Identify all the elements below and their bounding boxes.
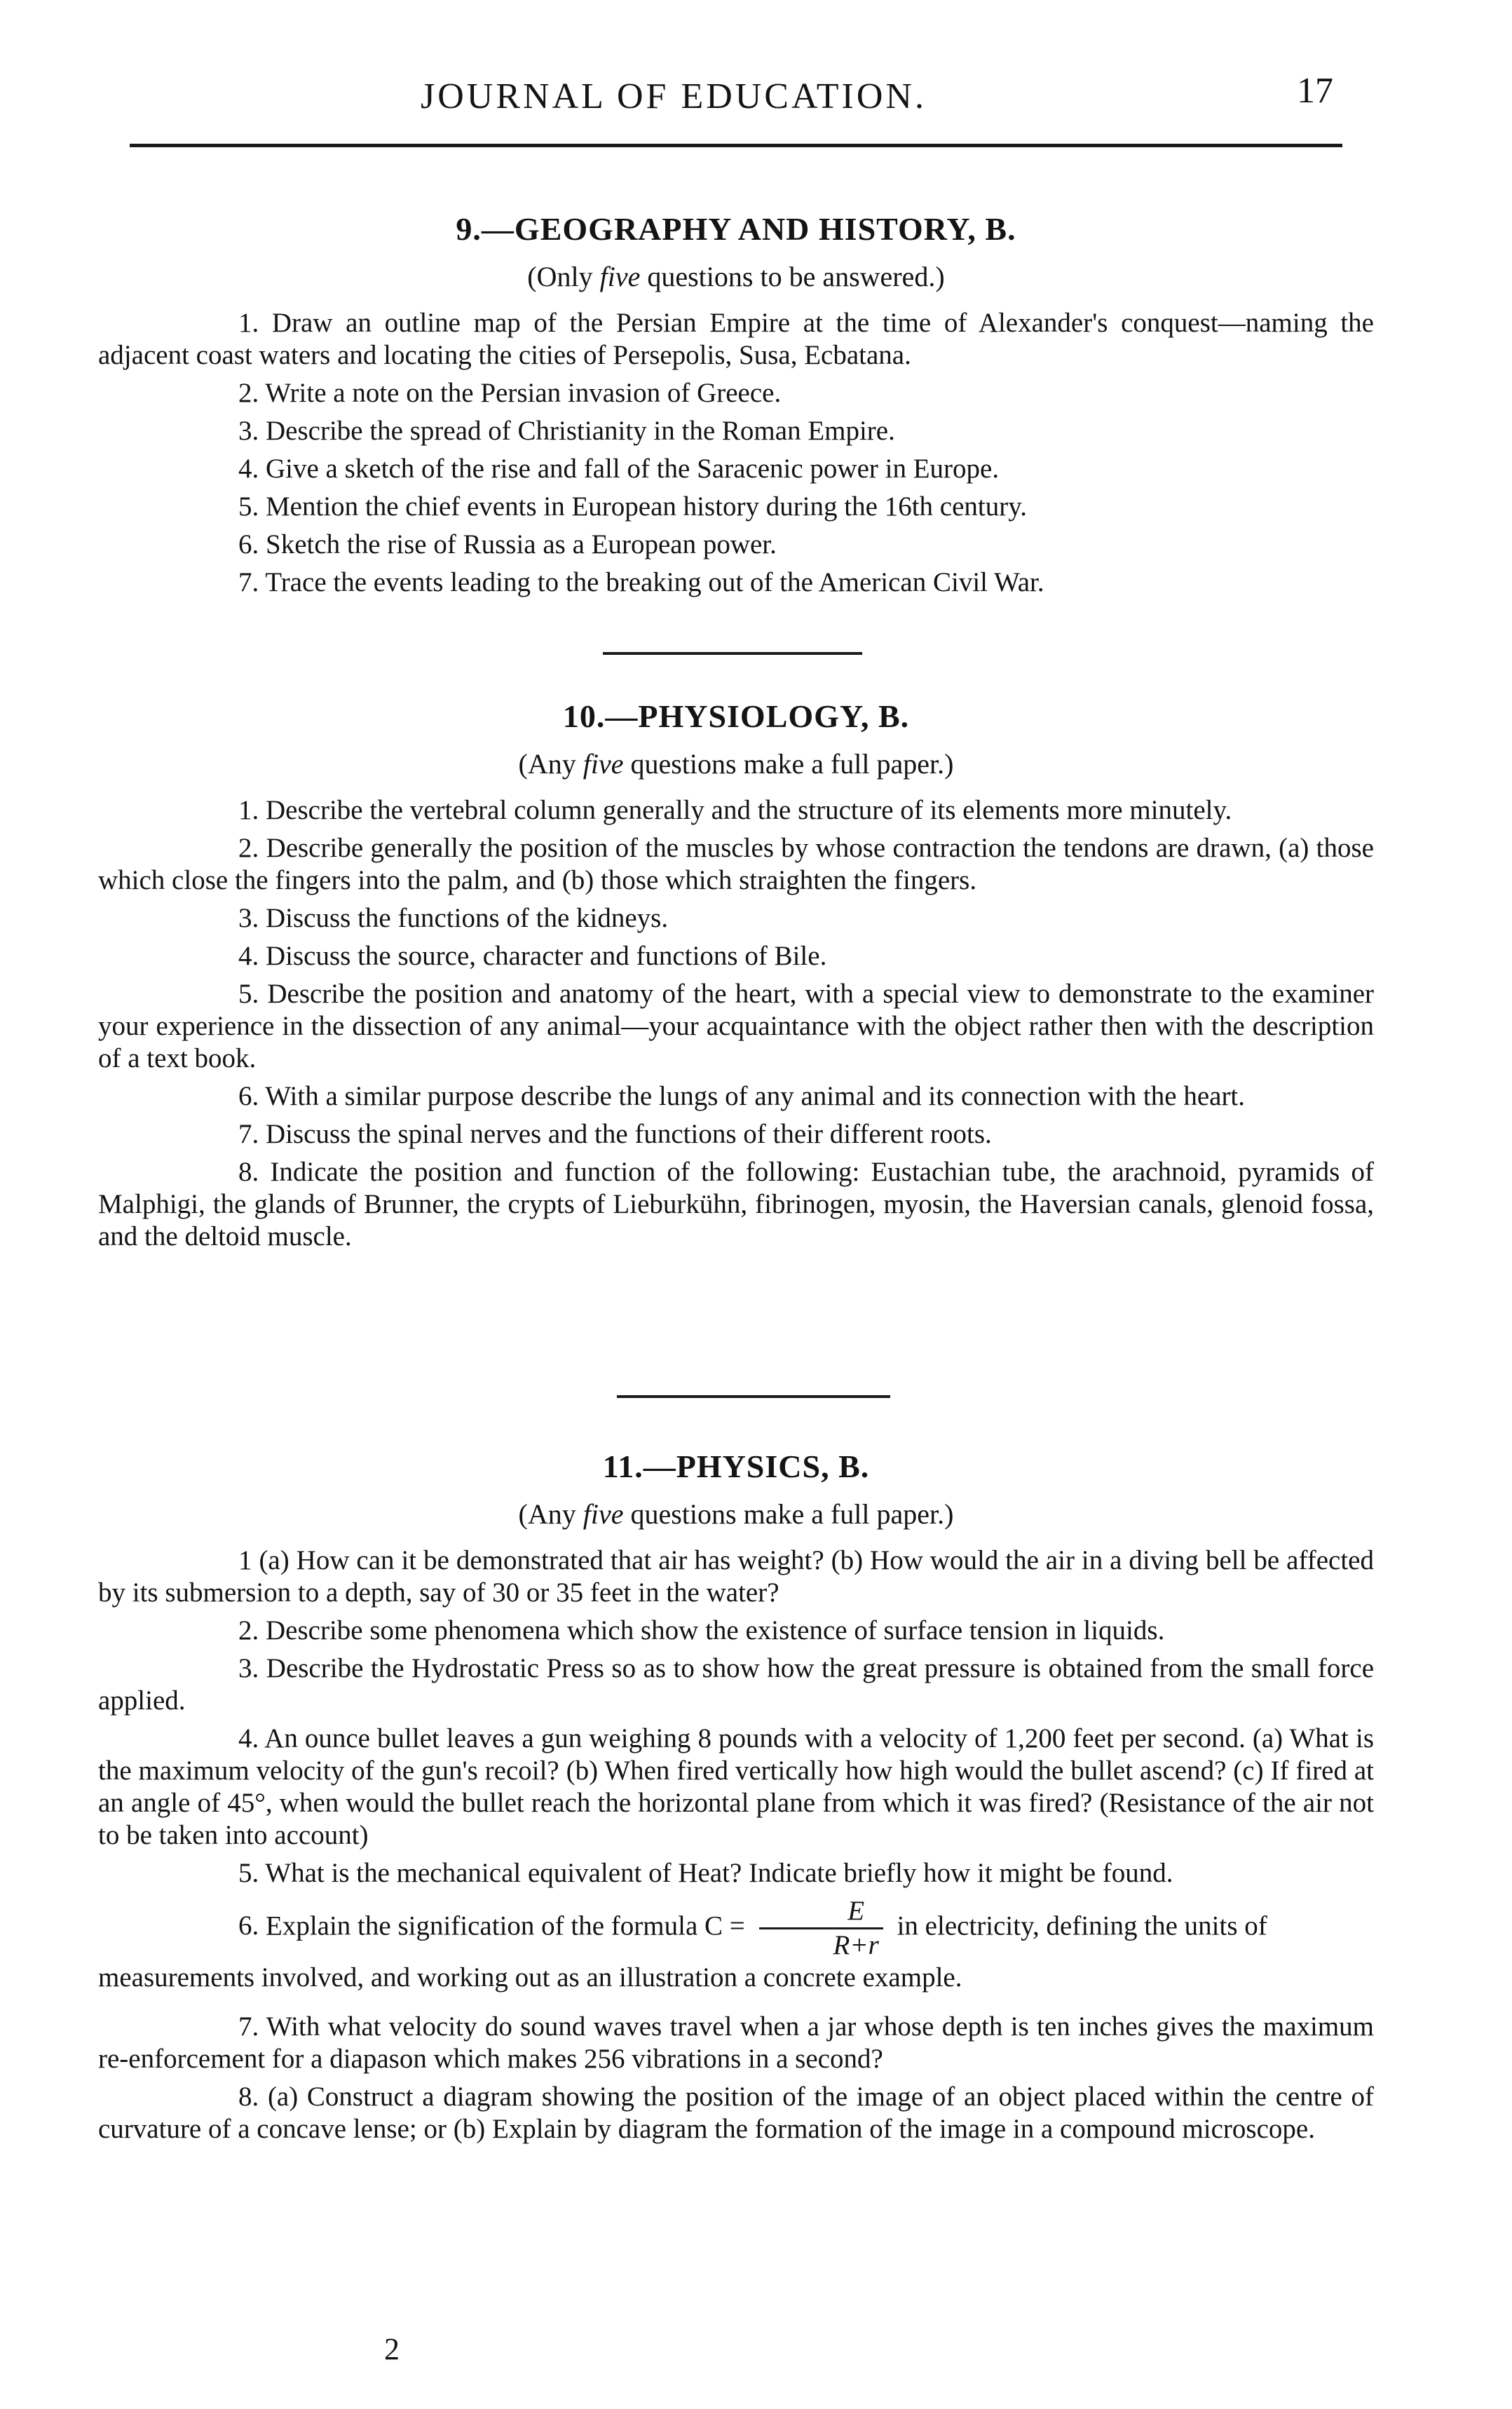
question-text: Give a sketch of the rise and fall of the Saracenic power in Europe. [266,454,1000,484]
question-text: With what velocity do sound waves travel when a jar whose depth is ten inches gives the maximum re-enforcement for a diapason which makes 256 vibrations in a second? [98,2011,1375,2074]
instruction-emphasis: five [583,748,624,780]
question [98,978,1374,1075]
question [98,453,1374,485]
question-text: (a) How can it be demonstrated that air has weight? (b) How would the air in a diving bell be affected by its submersion to a depth, say of 30 or 35 feet in the water? [98,1545,1374,1608]
page-number: 17 [1297,71,1333,111]
question-number: 1. [238,795,259,825]
question-text: Indicate the position and function of the following: Eustachian tube, the arachnoid, pyramids of Malphigi, the glands of Brunner, the crypts of Lieburkühn, fibrinogen, myosin, the Haversian canals, glenoid fossa, and the deltoid muscle. [98,1157,1374,1251]
question-text: Describe the vertebral column generally and the structure of its elements more minutely. [266,795,1232,825]
formula-numerator: E [759,1895,883,1929]
question [98,1118,1374,1151]
instruction-pre: (Any [518,748,583,780]
question [98,940,1374,972]
question [98,1857,1374,1889]
instruction-pre: (Any [518,1498,583,1530]
question-text: An ounce bullet leaves a gun weighing 8 pounds with a velocity of 1,200 feet per second. (a) What is the maximum velocity of the gun's recoil? (b) When fired vertically how high would the bullet ascend? (c) If fired at an angle of 45°, when would the bullet reach the horizontal plane from which it was fired? (Resistance of the air not to be taken into account) [98,1723,1374,1850]
question-number: 7. [238,567,259,597]
question-number: 2. [238,1615,259,1645]
formula-post-text: in electricity, defining the units of measurements involved, and working out as an illustration a concrete example. [98,1911,1267,1993]
question-number: 5. [238,979,259,1009]
question-number: 2. [238,833,259,863]
question-text: Discuss the functions of the kidneys. [266,903,669,933]
question [98,529,1374,561]
question-number: 6. [238,1911,259,1941]
question-number: 5. [238,1858,259,1888]
section-divider [603,652,862,655]
question-number: 8. [238,1157,259,1187]
question [98,1615,1374,1647]
question-text: (a) Construct a diagram showing the position of the image of an object placed within the centre of curvature of a concave lense; or (b) Explain by diagram the formation of the image in a compound microscope. [98,2082,1374,2144]
section-geography-history [98,210,1374,604]
question [98,1653,1374,1717]
header-rule [130,144,1342,147]
question-number: 3. [238,903,259,933]
question-number: 4. [238,454,259,484]
question [98,566,1374,599]
question-number: 4. [238,1723,259,1753]
question-text: Describe the position and anatomy of the heart, with a special view to demonstrate to the examiner your experience in the dissection of any animal—your acquaintance with the object rather then with the description of a text book. [98,979,1375,1073]
question-text: Draw an outline map of the Persian Empire at the time of Alexander's conquest—naming the adjacent coast waters and locating the cities of Persepolis, Susa, Ecbatana. [98,308,1374,370]
question [98,2081,1374,2145]
question-text: What is the mechanical equivalent of Heat? Indicate briefly how it might be found. [265,1858,1173,1888]
section-instruction [98,747,1374,780]
section-title: 9.—GEOGRAPHY AND HISTORY, B. [456,211,1016,247]
signature-mark: 2 [384,2332,400,2366]
question [98,307,1374,372]
question [98,1080,1374,1113]
question [98,902,1374,935]
question [98,794,1374,827]
question [98,377,1374,409]
question-text: Describe the spread of Christianity in the Roman Empire. [266,416,895,446]
question-text: Describe the Hydrostatic Press so as to show how the great pressure is obtained from the small force applied. [98,1653,1375,1716]
running-head: JOURNAL OF EDUCATION. [421,76,927,116]
question-number: 1. [238,308,259,338]
question-number: 3. [238,1653,259,1683]
question-number: 6. [238,1081,259,1111]
question-number: 8. [238,2082,259,2112]
question-text: Discuss the source, character and functions of Bile. [266,941,827,971]
question-text: Discuss the spinal nerves and the functions of their different roots. [266,1119,992,1149]
question-number: 1 [238,1545,252,1575]
question-text: Describe generally the position of the muscles by whose contraction the tendons are drawn, (a) those which close the fingers into the palm, and (b) those which straighten the fingers. [98,833,1374,895]
question-number: 7. [238,1119,259,1149]
section-title: 11.—PHYSICS, B. [602,1448,870,1484]
section-instruction [98,1498,1374,1531]
section-physics [98,1448,1374,2151]
section-physiology [98,698,1374,1258]
question-text: With a similar purpose describe the lungs of any animal and its connection with the heart. [265,1081,1246,1111]
question-text: Describe some phenomena which show the existence of surface tension in liquids. [266,1615,1165,1645]
question-text: Trace the events leading to the breaking out of the American Civil War. [265,567,1044,597]
question-number: 2. [238,378,259,408]
question-text: Mention the chief events in European history during the 16th century. [266,491,1027,522]
question-number: 7. [238,2011,259,2042]
question-number: 4. [238,941,259,971]
section-divider [617,1395,890,1398]
instruction-pre: (Only [527,261,600,292]
formula-question [98,1895,1374,1994]
instruction-post: questions make a full paper.) [623,748,954,780]
question [98,1156,1374,1253]
question-number: 3. [238,416,259,446]
instruction-post: questions make a full paper.) [623,1498,954,1530]
formula-denominator: R+r [833,1930,879,1960]
question [98,415,1374,447]
question-text: Sketch the rise of Russia as a European power. [266,529,777,559]
question-number: 5. [238,491,259,522]
question-number: 6. [238,529,259,559]
formula-fraction [759,1895,883,1962]
question [98,832,1374,897]
instruction-emphasis: five [583,1498,624,1530]
question [98,1545,1374,1609]
section-instruction [98,260,1374,293]
instruction-emphasis: five [599,261,641,292]
question [98,2011,1374,2075]
instruction-post: questions to be answered.) [640,261,945,292]
formula-pre-text: Explain the signification of the formula C = [266,1911,745,1941]
question [98,491,1374,523]
question-text: Write a note on the Persian invasion of Greece. [265,378,782,408]
section-title: 10.—PHYSIOLOGY, B. [562,698,910,734]
question [98,1723,1374,1852]
